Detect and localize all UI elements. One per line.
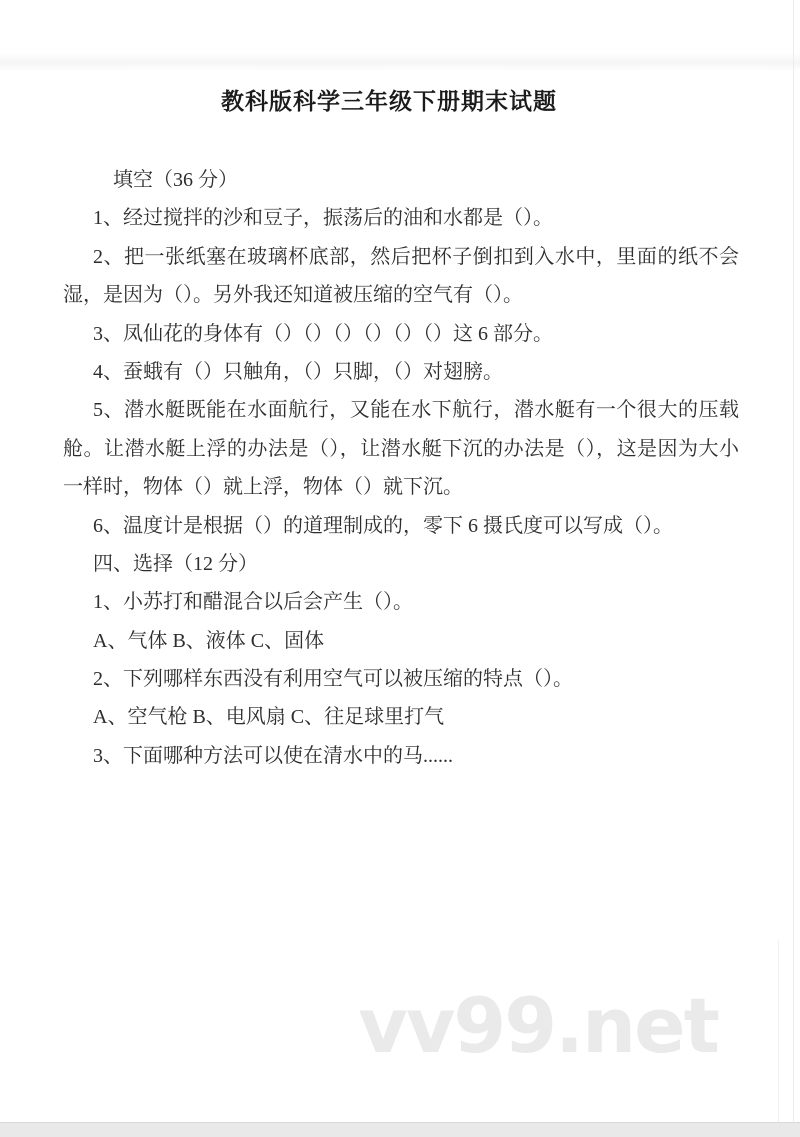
text-line: 4、蚕蛾有（）只触角，（）只脚，（）对翅膀。 — [93, 360, 503, 383]
text-line: 2、把一张纸塞在玻璃杯底部，然后把杯子倒扣到入水中，里面的纸不会 — [93, 245, 739, 268]
text-line: 1、经过搅拌的沙和豆子，振荡后的油和水都是（）。 — [93, 207, 553, 230]
text-line: 3、凤仙花的身体有（）（）（）（）（）（）这 6 部分。 — [93, 322, 553, 345]
text-line: 四、选择（12 分） — [93, 552, 258, 575]
text-line: 1、小苏打和醋混合以后会产生（）。 — [93, 591, 413, 614]
top-shade — [0, 53, 800, 71]
page-title: 教科版科学三年级下册期末试题 — [221, 88, 557, 114]
text-line: 舱。让潜水艇上浮的办法是（），让潜水艇下沉的办法是（），这是因为大小 — [63, 437, 739, 460]
text-line: 一样时，物体（）就上浮，物体（）就下沉。 — [63, 476, 463, 499]
page-right-edge-inner — [778, 940, 779, 1122]
page-right-edge — [793, 0, 794, 1122]
text-line: 3、下面哪种方法可以使在清水中的马...... — [93, 744, 453, 767]
viewer-bottom-strip — [0, 1122, 800, 1137]
text-line: 2、下列哪样东西没有利用空气可以被压缩的特点（）。 — [93, 668, 573, 691]
text-line: 6、温度计是根据（）的道理制成的，零下 6 摄氏度可以写成（）。 — [93, 514, 673, 537]
text-line: 5、潜水艇既能在水面航行，又能在水下航行，潜水艇有一个很大的压载 — [93, 399, 739, 422]
text-line: 湿，是因为（）。另外我还知道被压缩的空气有（）。 — [63, 284, 523, 307]
text-line: A、气体 B、液体 C、固体 — [93, 629, 325, 652]
document-body — [63, 161, 739, 775]
text-line: 填空（36 分） — [113, 169, 238, 191]
watermark: vv99.net — [358, 981, 718, 1070]
text-line: A、空气枪 B、电风扇 C、往足球里打气 — [93, 706, 445, 729]
